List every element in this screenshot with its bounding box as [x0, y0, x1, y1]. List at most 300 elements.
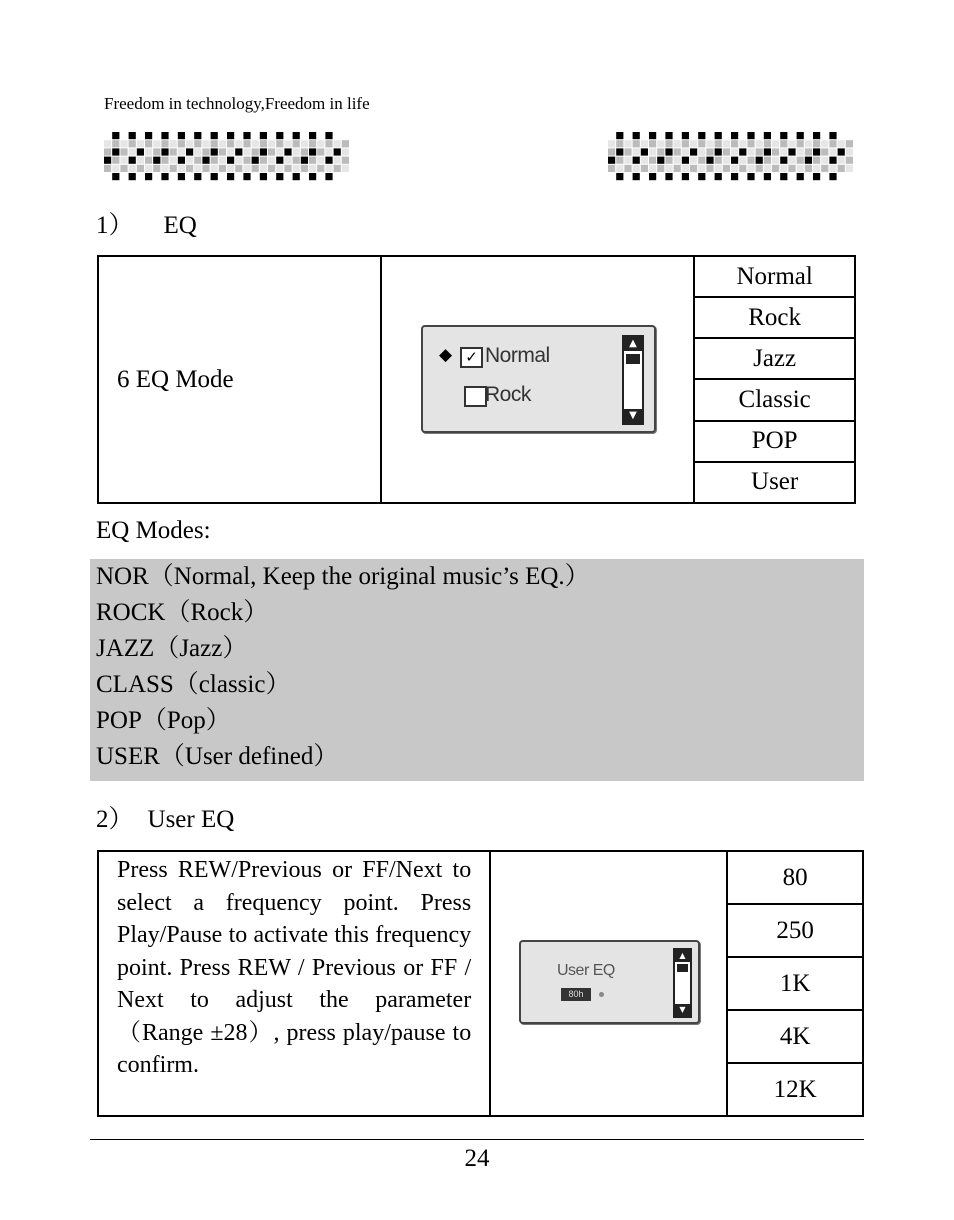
eq-mode-line: POP（Pop）: [96, 707, 231, 734]
checker-square: [641, 148, 648, 155]
checker-square: [211, 157, 218, 164]
checker-square: [235, 165, 242, 172]
checker-square: [821, 148, 828, 155]
checker-square: [616, 140, 623, 147]
checker-square: [756, 140, 763, 147]
checker-square: [112, 140, 119, 147]
checker-square: [120, 165, 127, 172]
checker-square: [260, 140, 267, 147]
checker-square: [112, 173, 119, 180]
checker-square: [284, 165, 291, 172]
checker-square: [641, 140, 648, 147]
checker-square: [731, 157, 738, 164]
checker-square: [235, 157, 242, 164]
checker-square: [178, 157, 185, 164]
checker-square: [723, 148, 730, 155]
checker-square: [276, 173, 283, 180]
checker-square: [829, 140, 836, 147]
checker-square: [797, 165, 804, 172]
checker-square: [616, 148, 623, 155]
checker-square: [178, 140, 185, 147]
checker-square: [739, 140, 746, 147]
checker-square: [260, 132, 267, 139]
header-tagline: Freedom in technology,Freedom in life: [104, 94, 370, 113]
checker-square: [112, 157, 119, 164]
checker-square: [715, 165, 722, 172]
checker-square: [301, 148, 308, 155]
eq-option: Classic: [694, 379, 855, 420]
checker-square: [276, 157, 283, 164]
checker-square: [178, 132, 185, 139]
checker-square: [739, 148, 746, 155]
frequency-option: 250: [727, 904, 863, 957]
checker-square: [633, 157, 640, 164]
checker-square: [764, 165, 771, 172]
checker-square: [682, 165, 689, 172]
checker-square: [706, 157, 713, 164]
checker-square: [112, 165, 119, 172]
checker-square: [698, 165, 705, 172]
checker-square: [633, 140, 640, 147]
checker-square: [129, 173, 136, 180]
checker-square: [252, 157, 259, 164]
eq-mode-line: ROCK（Rock）: [96, 599, 269, 626]
eq-option: Rock: [694, 297, 855, 338]
checker-square: [252, 140, 259, 147]
checker-square: [137, 148, 144, 155]
checker-square: [309, 132, 316, 139]
checker-square: [137, 157, 144, 164]
checker-square: [764, 132, 771, 139]
checker-square: [219, 157, 226, 164]
checker-square: [284, 157, 291, 164]
section2-title-text: User EQ: [147, 806, 235, 833]
checker-square: [342, 140, 349, 147]
scroll-thumb: [677, 964, 688, 972]
scroll-down-arrow-icon: ▼: [675, 1004, 690, 1016]
checker-square: [161, 148, 168, 155]
checker-square: [805, 165, 812, 172]
checker-square: [641, 157, 648, 164]
lcd-item-rock: Rock: [485, 383, 531, 406]
eq-mode-line: CLASS（classic）: [96, 671, 291, 698]
checker-square: [674, 148, 681, 155]
checker-square: [731, 173, 738, 180]
eq-option: Normal: [694, 256, 855, 297]
checker-square: [129, 148, 136, 155]
frequency-option: 80: [727, 851, 863, 904]
checker-square: [178, 165, 185, 172]
checker-square: [698, 173, 705, 180]
checker-square: [731, 140, 738, 147]
page-number: 24: [464, 1145, 490, 1172]
checker-square: [104, 148, 111, 155]
checker-square: [211, 140, 218, 147]
checker-square: [608, 148, 615, 155]
frequency-option: 4K: [727, 1010, 863, 1063]
checker-square: [624, 157, 631, 164]
checker-square: [772, 140, 779, 147]
checker-decoration-right: [608, 130, 854, 182]
checker-square: [698, 148, 705, 155]
checker-square: [665, 140, 672, 147]
checker-square: [276, 140, 283, 147]
checker-square: [674, 157, 681, 164]
checker-square: [747, 140, 754, 147]
checker-square: [186, 165, 193, 172]
checker-square: [780, 132, 787, 139]
checker-square: [715, 157, 722, 164]
checker-square: [293, 148, 300, 155]
checker-square: [797, 157, 804, 164]
eq-modes-list: [90, 559, 864, 781]
checker-square: [715, 148, 722, 155]
checker-square: [243, 148, 250, 155]
checker-square: [325, 132, 332, 139]
checker-square: [747, 132, 754, 139]
checker-square: [252, 148, 259, 155]
checker-square: [649, 157, 656, 164]
checker-square: [616, 157, 623, 164]
checker-square: [211, 173, 218, 180]
checker-square: [756, 165, 763, 172]
checker-square: [682, 148, 689, 155]
checker-square: [293, 157, 300, 164]
lcd-scrollbar: [673, 948, 692, 1018]
footer-divider: [90, 1139, 864, 1140]
checker-square: [120, 148, 127, 155]
checker-square: [194, 148, 201, 155]
checker-square: [243, 157, 250, 164]
checker-square: [186, 148, 193, 155]
lcd-frequency-badge: 80h: [561, 988, 591, 1001]
selected-diamond-icon: ◆: [439, 345, 453, 364]
checker-square: [682, 132, 689, 139]
checker-square: [657, 165, 664, 172]
checker-square: [153, 165, 160, 172]
checker-square: [260, 173, 267, 180]
section1-number: 1）: [96, 212, 134, 239]
checker-square: [633, 132, 640, 139]
checker-square: [715, 173, 722, 180]
checker-square: [838, 157, 845, 164]
checker-square: [665, 165, 672, 172]
scroll-up-arrow-icon: ▲: [624, 337, 642, 351]
checker-square: [747, 165, 754, 172]
checker-square: [317, 140, 324, 147]
checker-square: [780, 157, 787, 164]
checker-square: [829, 132, 836, 139]
checker-square: [145, 173, 152, 180]
checker-square: [260, 157, 267, 164]
checker-square: [129, 140, 136, 147]
checker-square: [194, 132, 201, 139]
checker-square: [268, 140, 275, 147]
checker-square: [690, 140, 697, 147]
checker-square: [178, 148, 185, 155]
checker-square: [301, 157, 308, 164]
checker-square: [665, 132, 672, 139]
checker-square: [145, 132, 152, 139]
checker-square: [227, 165, 234, 172]
checker-square: [698, 132, 705, 139]
checker-square: [202, 165, 209, 172]
checker-square: [129, 165, 136, 172]
checker-square: [211, 148, 218, 155]
checker-square: [731, 165, 738, 172]
checker-square: [706, 140, 713, 147]
checker-square: [120, 157, 127, 164]
checker-square: [747, 157, 754, 164]
checker-square: [706, 165, 713, 172]
user-eq-table: [97, 850, 864, 1117]
checker-square: [153, 148, 160, 155]
checker-square: [780, 165, 787, 172]
checker-square: [715, 140, 722, 147]
checker-square: [706, 148, 713, 155]
checker-square: [838, 140, 845, 147]
checker-square: [633, 173, 640, 180]
checker-square: [649, 140, 656, 147]
checker-square: [153, 157, 160, 164]
checker-square: [104, 140, 111, 147]
checker-square: [129, 132, 136, 139]
section1-title: [96, 205, 197, 241]
checker-square: [227, 132, 234, 139]
checker-square: [797, 148, 804, 155]
checker-square: [838, 148, 845, 155]
checker-square: [194, 165, 201, 172]
checker-square: [813, 173, 820, 180]
checker-square: [145, 148, 152, 155]
checker-square: [219, 148, 226, 155]
checker-square: [293, 173, 300, 180]
checker-square: [293, 140, 300, 147]
checker-square: [284, 140, 291, 147]
checker-square: [219, 165, 226, 172]
checker-square: [829, 165, 836, 172]
checker-square: [317, 165, 324, 172]
checkbox-checked-icon: ✓: [460, 347, 483, 368]
checker-square: [764, 173, 771, 180]
checker-square: [325, 165, 332, 172]
checker-square: [764, 148, 771, 155]
checker-square: [649, 132, 656, 139]
checker-square: [690, 148, 697, 155]
frequency-option: 12K: [727, 1063, 863, 1116]
checker-square: [788, 165, 795, 172]
checker-square: [813, 140, 820, 147]
level-dot-icon: [599, 992, 604, 997]
scroll-down-arrow-icon: ▼: [624, 409, 642, 423]
checker-square: [829, 148, 836, 155]
checker-square: [657, 148, 664, 155]
checker-square: [260, 148, 267, 155]
checker-square: [682, 157, 689, 164]
checker-square: [211, 165, 218, 172]
eq-option: POP: [694, 421, 855, 462]
user-eq-lcd-screen: [519, 940, 700, 1024]
checker-square: [788, 157, 795, 164]
checker-square: [788, 148, 795, 155]
checker-square: [309, 148, 316, 155]
checker-square: [334, 148, 341, 155]
checker-square: [780, 140, 787, 147]
eq-lcd-screen: [421, 325, 656, 433]
checker-square: [252, 165, 259, 172]
checker-square: [334, 140, 341, 147]
lcd-user-eq-title: User EQ: [557, 962, 615, 979]
checker-square: [276, 132, 283, 139]
checker-square: [202, 157, 209, 164]
checker-square: [342, 165, 349, 172]
checker-square: [145, 165, 152, 172]
checker-square: [649, 165, 656, 172]
checker-square: [633, 165, 640, 172]
checker-square: [616, 173, 623, 180]
checker-square: [821, 157, 828, 164]
checker-square: [739, 157, 746, 164]
checker-square: [268, 165, 275, 172]
checker-square: [120, 140, 127, 147]
checker-square: [665, 173, 672, 180]
checker-decoration-left: [104, 130, 350, 182]
checker-square: [624, 140, 631, 147]
checker-square: [317, 157, 324, 164]
checker-square: [624, 165, 631, 172]
eq-mode-label: 6 EQ Mode: [98, 256, 381, 503]
checker-square: [161, 140, 168, 147]
checker-square: [145, 157, 152, 164]
checker-square: [739, 165, 746, 172]
checker-square: [723, 165, 730, 172]
checker-square: [235, 148, 242, 155]
lcd-item-normal: Normal: [485, 344, 550, 367]
checker-square: [846, 157, 853, 164]
checker-square: [805, 140, 812, 147]
checker-square: [731, 132, 738, 139]
checker-square: [309, 140, 316, 147]
checker-square: [145, 140, 152, 147]
checker-square: [797, 132, 804, 139]
checker-square: [334, 157, 341, 164]
checker-square: [788, 140, 795, 147]
checker-square: [137, 165, 144, 172]
scroll-thumb: [626, 354, 640, 364]
checker-square: [170, 157, 177, 164]
eq-mode-line: NOR（Normal, Keep the original music’s EQ.）: [96, 563, 590, 590]
checker-square: [211, 132, 218, 139]
checkbox-empty-icon: [464, 386, 487, 407]
checker-square: [325, 148, 332, 155]
frequency-option: 1K: [727, 957, 863, 1010]
checker-square: [243, 140, 250, 147]
checker-square: [301, 140, 308, 147]
checker-square: [301, 165, 308, 172]
checker-square: [665, 148, 672, 155]
checker-square: [342, 157, 349, 164]
checker-square: [674, 165, 681, 172]
checker-square: [674, 140, 681, 147]
checker-square: [317, 148, 324, 155]
checker-square: [309, 165, 316, 172]
checker-square: [624, 148, 631, 155]
section2-title: [96, 799, 234, 835]
checker-square: [756, 157, 763, 164]
checker-square: [194, 140, 201, 147]
checker-square: [137, 140, 144, 147]
checker-square: [129, 157, 136, 164]
checker-square: [170, 140, 177, 147]
checker-square: [747, 148, 754, 155]
checker-square: [260, 165, 267, 172]
eq-option: Jazz: [694, 338, 855, 379]
checker-square: [112, 148, 119, 155]
checker-square: [698, 140, 705, 147]
checker-square: [641, 165, 648, 172]
checker-square: [186, 140, 193, 147]
checker-square: [813, 165, 820, 172]
checker-square: [821, 165, 828, 172]
checker-square: [772, 157, 779, 164]
eq-mode-line: JAZZ（Jazz）: [96, 635, 248, 662]
checker-square: [797, 140, 804, 147]
checker-square: [186, 157, 193, 164]
checker-square: [780, 148, 787, 155]
checker-square: [227, 148, 234, 155]
checker-square: [202, 140, 209, 147]
checker-square: [813, 132, 820, 139]
checker-square: [342, 148, 349, 155]
checker-square: [838, 165, 845, 172]
checker-square: [325, 140, 332, 147]
checker-square: [104, 165, 111, 172]
checker-square: [633, 148, 640, 155]
checker-square: [194, 157, 201, 164]
checker-square: [797, 173, 804, 180]
checker-square: [764, 140, 771, 147]
scroll-up-arrow-icon: ▲: [675, 950, 690, 962]
checker-square: [104, 157, 111, 164]
checker-square: [813, 157, 820, 164]
checker-square: [227, 140, 234, 147]
checker-square: [170, 148, 177, 155]
checker-square: [227, 157, 234, 164]
checker-square: [616, 132, 623, 139]
checker-square: [153, 140, 160, 147]
checker-square: [805, 148, 812, 155]
checker-square: [657, 157, 664, 164]
checker-square: [268, 157, 275, 164]
checker-square: [325, 173, 332, 180]
checker-square: [243, 165, 250, 172]
checker-square: [764, 157, 771, 164]
section1-title-text: EQ: [163, 212, 197, 239]
eq-modes-heading: EQ Modes:: [96, 517, 211, 544]
checker-square: [284, 148, 291, 155]
user-eq-description: Press REW/Previous or FF/Next to select a frequency point. Press Play/Pause to activate this frequency point. Press REW / Previous or FF / Next to adjust the parameter（Range ±28）, press play/pause to confirm.: [98, 851, 490, 1116]
checker-square: [665, 157, 672, 164]
checker-square: [161, 132, 168, 139]
checker-square: [243, 173, 250, 180]
checker-square: [756, 148, 763, 155]
checker-square: [772, 148, 779, 155]
checker-square: [649, 173, 656, 180]
checker-square: [293, 132, 300, 139]
checker-square: [293, 165, 300, 172]
checker-square: [829, 173, 836, 180]
checker-square: [690, 165, 697, 172]
